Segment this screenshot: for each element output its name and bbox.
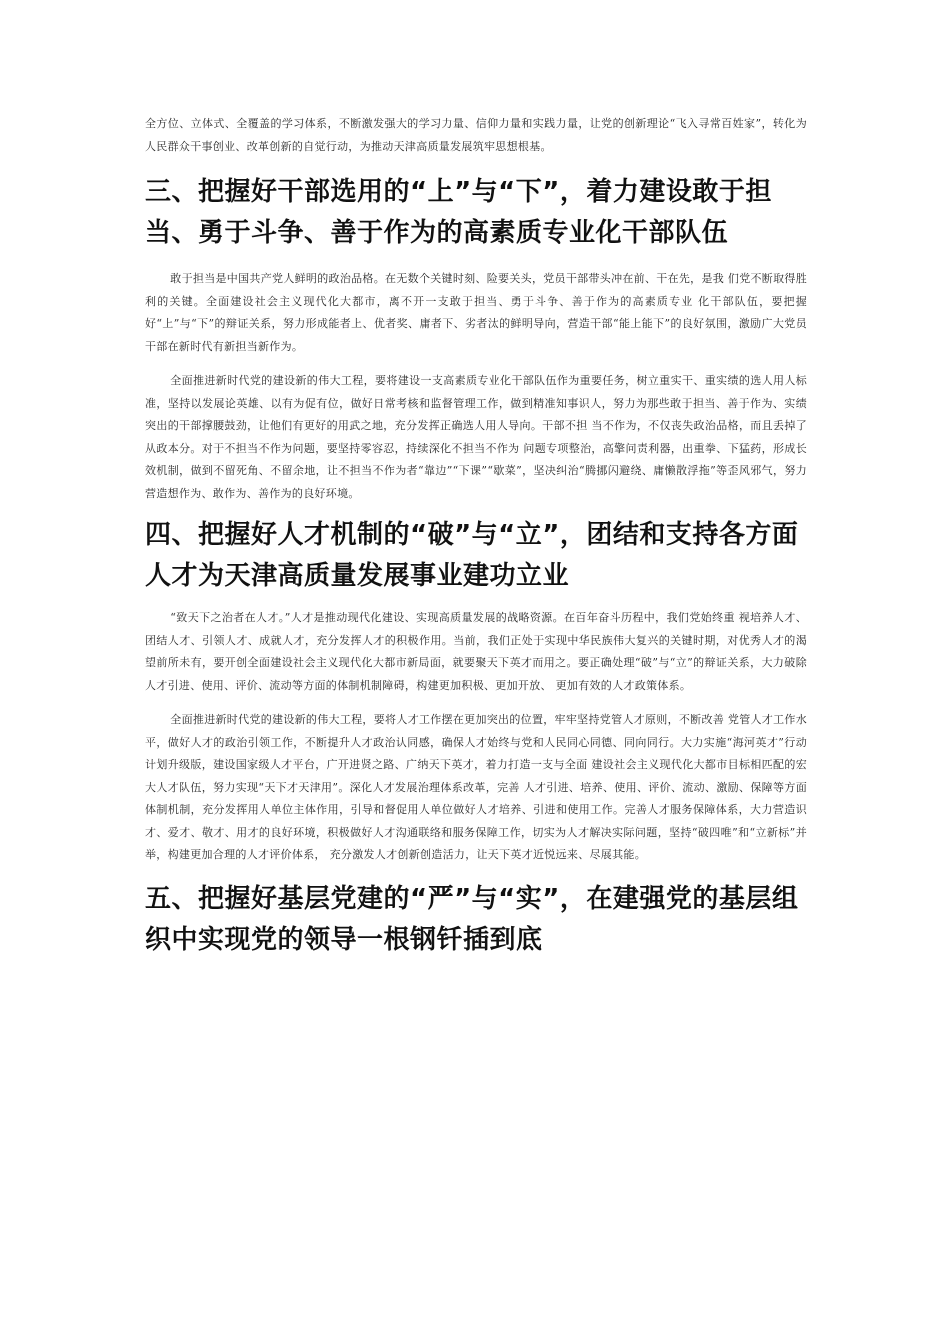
section-heading-4: 四、把握好人才机制的“破”与“立”，团结和支持各方面人才为天津高质量发展事业建功立业 xyxy=(145,520,799,591)
section-3-paragraph-2: 全面推进新时代党的建设新的伟大工程，要将建设一支高素质专业化干部队伍作为重要任务，树立重实干、重实绩的选人用人标准，坚持以发展论英雄、以有为促有位，做好日常考核和监督管理工作，做到精准知事识人，努力为那些敢于担当、善于作为、实绩突出的干部撑腰鼓劲，让他们有更好的用武之地，充分发挥正确选人用人导向。干部不担 当不作为，不仅丧失政治品格，而且丢掉了从政本分。对于不担当不作为问题，要坚持零容忍，持续深化不担当不作为 问题专项整治，高擎问责利器，出重拳、下猛药，形成长效机制，做到不留死角、不留余地，让不担当不作为者“靠边”“下课”“歇菜”，坚决纠治“腾挪闪避绕、庸懒散浮拖”等歪风邪气，努力营造想作为、敢作为、善作为的良好环境。 xyxy=(145,374,807,500)
document-body xyxy=(145,113,807,961)
section-4-paragraph-1: “致天下之治者在人才。”人才是推动现代化建设、实现高质量发展的战略资源。在百年奋斗历程中，我们党始终重 视培养人才、团结人才、引领人才、成就人才，充分发挥人才的积极作用。当前，我们正处于实现中华民族伟大复兴的关键时期，对优秀人才的渴望前所未有，要开创全面建设社会主义现代化大都市新局面，就要聚天下英才而用之。要正确处理“破”与“立”的辩证关系，大力破除人才引进、使用、评价、流动等方面的体制机制障碍，构建更加积极、更加开放、 更加有效的人才政策体系。 xyxy=(145,611,807,692)
section-4-paragraph-2: 全面推进新时代党的建设新的伟大工程，要将人才工作摆在更加突出的位置，牢牢坚持党管人才原则，不断改善 党管人才工作水平，做好人才的政治引领工作，不断提升人才政治认同感，确保人才始终与党和人民同心同德、同向同行。大力实施“海河英才”行动计划升级版，建设国家级人才平台，广开进贤之路、广纳天下英才，着力打造一支与全面 建设社会主义现代化大都市目标相匹配的宏大人才队伍，努力实现“天下才天津用”。深化人才发展治理体系改革，完善 人才引进、培养、使用、评价、流动、激励、保障等方面体制机制，充分发挥用人单位主体作用，引导和督促用人单位做好人才培养、引进和使用工作。完善人才服务保障体系，大力营造识才、爱才、敬才、用才的良好环境，积极做好人才沟通联络和服务保障工作，切实为人才解决实际问题，坚持“破四唯”和“立新标”并举，构建更加合理的人才评价体系， 充分激发人才创新创造活力，让天下英才近悦远来、尽展其能。 xyxy=(145,713,807,861)
section-heading-5: 五、把握好基层党建的“严”与“实”，在建强党的基层组织中实现党的领导一根钢钎插到底 xyxy=(145,883,799,955)
section-heading-3: 三、把握好干部选用的“上”与“下”，着力建设敢于担当、勇于斗争、善于作为的高素质专业化干部队伍 xyxy=(145,177,772,248)
section-3-paragraph-1: 敢于担当是中国共产党人鲜明的政治品格。在无数个关键时刻、险要关头，党员干部带头冲在前、干在先，是我 们党不断取得胜利的关键。全面建设社会主义现代化大都市，离不开一支敢于担当、勇于斗争、善于作为的高素质专业 化干部队伍，要把握好“上”与“下”的辩证关系，努力形成能者上、优者奖、庸者下、劣者汰的鲜明导向，营造干部“能上能下”的良好氛围，激励广大党员干部在新时代有新担当新作为。 xyxy=(145,272,807,353)
intro-paragraph: 全方位、立体式、全覆盖的学习体系，不断激发强大的学习力量、信仰力量和实践力量，让党的创新理论“飞入寻常百姓家”，转化为人民群众干事创业、改革创新的自觉行动，为推动天津高质量发展筑牢思想根基。 xyxy=(145,117,807,153)
